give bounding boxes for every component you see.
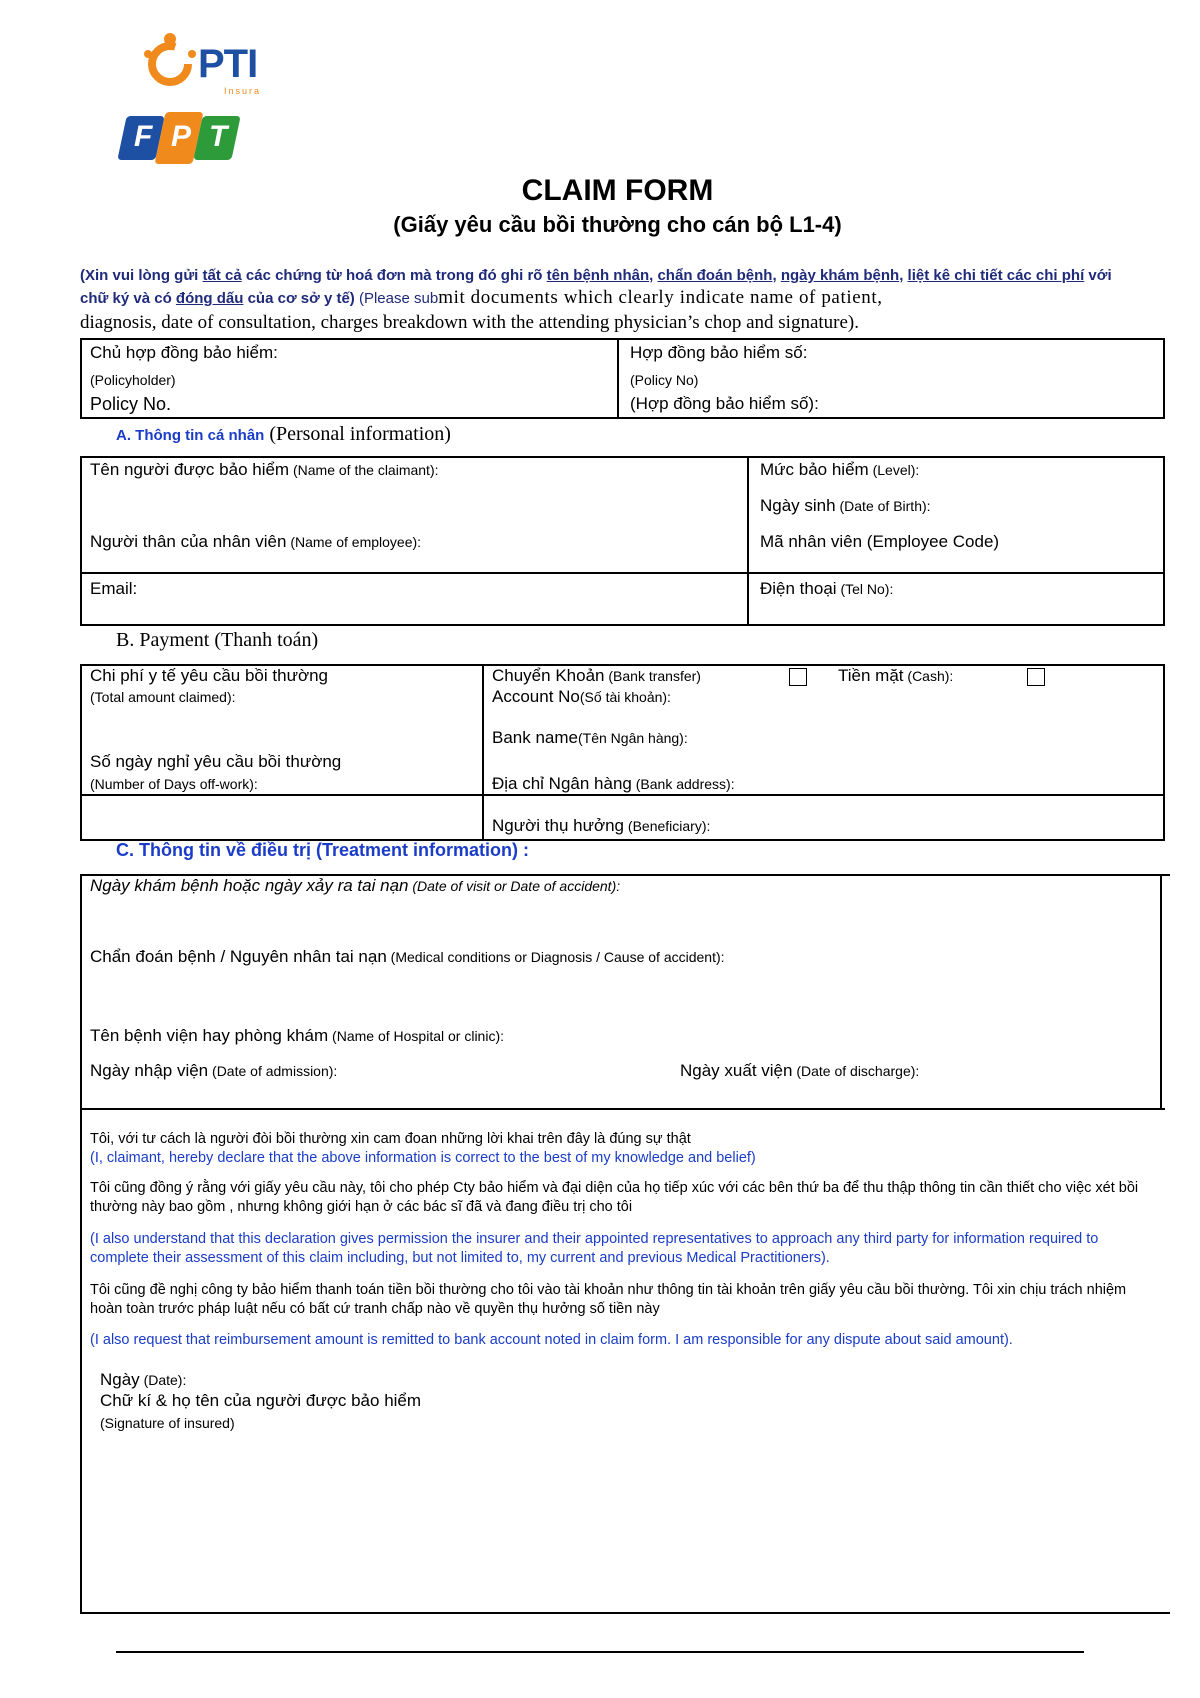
- bank-transfer-label: Chuyển Khoản (Bank transfer): [492, 666, 701, 685]
- instructions: (Xin vui lòng gửi tất cả các chứng từ hoá đơn mà trong đó ghi rõ tên bệnh nhân, chẩn đoán bệnh, ngày khám bệnh, liệt kê chi tiết các chi phí với chữ ký và có đóng dấu của cơ sở y tế) (Please submit documents which clearly indicate name of patient, diagnosis, date of consultation, charges breakdown with the attending physician’s chop and signature).: [80, 265, 1130, 335]
- section-a-heading: A. Thông tin cá nhân (Personal information): [116, 423, 451, 445]
- pti-logo-subtext: Insura: [224, 86, 262, 96]
- days-off-label: Số ngày nghỉ yêu cầu bồi thường: [90, 752, 342, 771]
- level-label: Mức bảo hiểm (Level):: [760, 460, 920, 479]
- form-title: CLAIM FORM: [521, 174, 714, 207]
- date-label: Ngày (Date):: [100, 1370, 187, 1389]
- declaration-1-en: (I, claimant, hereby declare that the above information is correct to the best of my knowledge and belief): [90, 1150, 756, 1166]
- beneficiary-label: Người thụ hưởng (Beneficiary):: [492, 816, 711, 835]
- declaration-2-en: (I also understand that this declaration gives permission the insurer and their appointed representatives to approach any third party for information required to complete their assessment of this claim including, but not limited to, my current and previous Medical Practitioners).: [90, 1231, 1099, 1266]
- form-subtitle: (Giấy yêu cầu bồi thường cho cán bộ L1-4): [393, 212, 842, 237]
- bank-transfer-checkbox[interactable]: [789, 668, 807, 686]
- hospital-label: Tên bệnh viện hay phòng khám (Name of Hospital or clinic):: [90, 1026, 504, 1045]
- bank-address-label: Địa chỉ Ngân hàng (Bank address):: [492, 774, 735, 793]
- days-off-en-label: (Number of Days off-work):: [90, 776, 258, 792]
- email-label: Email:: [90, 579, 138, 598]
- instructions-en: diagnosis, date of consultation, charges breakdown with the attending physician’s chop and signature).: [80, 312, 859, 333]
- amount-claimed-label: Chi phí y tế yêu cầu bồi thường: [90, 666, 328, 685]
- bank-name-label: Bank name(Tên Ngân hàng):: [492, 728, 688, 747]
- declaration-3-en: (I also request that reimbursement amount is remitted to bank account noted in claim form. I am responsible for any dispute about said amount).: [90, 1332, 1013, 1348]
- declaration-2-vn: Tôi cũng đồng ý rằng với giấy yêu cầu này, tôi cho phép Cty bảo hiểm và đại diện của họ tiếp xúc với các bên thứ ba để thu thập thông tin cần thiết cho việc xét bồi thường này bao gồm , nhưng không giới hạn ở các bác sĩ đã và đang điều trị cho tôi: [90, 1180, 1139, 1215]
- declaration-box-bottom: [80, 1612, 1170, 1614]
- declaration-1-vn: Tôi, với tư cách là người đòi bồi thường xin cam đoan những lời khai trên đây là đúng sự thật: [90, 1131, 691, 1147]
- cash-checkbox[interactable]: [1027, 668, 1045, 686]
- pti-logo-text: PTI: [198, 42, 258, 86]
- declaration-3-vn: Tôi cũng đề nghị công ty bảo hiểm thanh toán tiền bồi thường cho tôi vào tài khoản như thông tin tài khoản trên giấy yêu cầu bồi thường. Tôi xin chịu trách nhiệm hoàn toàn trước pháp luật nếu có bất cứ tranh chấp nào về quyền thụ hưởng số tiền này: [90, 1282, 1127, 1317]
- fpt-logo: F P T: [122, 112, 242, 168]
- cash-label: Tiền mặt (Cash):: [838, 666, 954, 685]
- policyholder-en-label: (Policyholder): [90, 372, 176, 388]
- claimant-name-label: Tên người được bảo hiểm (Name of the claimant):: [90, 460, 439, 479]
- declaration-box-left: [80, 1108, 82, 1614]
- contract-no-en-label: (Policy No): [630, 372, 699, 388]
- signature-label: Chữ kí & họ tên của người được bảo hiểm: [100, 1391, 422, 1410]
- signature-en-label: (Signature of insured): [100, 1415, 235, 1431]
- contract-no-vn2-label: (Hợp đồng bảo hiểm số):: [630, 394, 819, 413]
- section-c-heading: C. Thông tin về điều trị (Treatment information) :: [116, 840, 529, 860]
- admission-date-label: Ngày nhập viện (Date of admission):: [90, 1061, 338, 1080]
- account-no-label: Account No(Số tài khoản):: [492, 687, 671, 706]
- visit-date-label: Ngày khám bệnh hoặc ngày xảy ra tai nạn (Date of visit or Date of accident):: [90, 876, 621, 895]
- dob-label: Ngày sinh (Date of Birth):: [760, 496, 931, 515]
- section-b-heading: B. Payment (Thanh toán): [116, 629, 319, 651]
- amount-claimed-en-label: (Total amount claimed):: [90, 689, 236, 705]
- policy-no-label: Policy No.: [90, 394, 172, 414]
- footer-rule: [116, 1651, 1084, 1653]
- discharge-date-label: Ngày xuất viện (Date of discharge):: [680, 1061, 920, 1080]
- tel-label: Điện thoại (Tel No):: [760, 579, 894, 598]
- diagnosis-label: Chẩn đoán bệnh / Nguyên nhân tai nạn (Medical conditions or Diagnosis / Cause of accident):: [90, 947, 725, 966]
- pti-logo: [136, 24, 266, 100]
- employee-code-label: Mã nhân viên (Employee Code): [760, 532, 1000, 551]
- policyholder-label: Chủ hợp đồng bảo hiểm:: [90, 343, 278, 362]
- employee-name-label: Người thân của nhân viên (Name of employee):: [90, 532, 422, 551]
- contract-no-label: Hợp đồng bảo hiểm số:: [630, 343, 808, 362]
